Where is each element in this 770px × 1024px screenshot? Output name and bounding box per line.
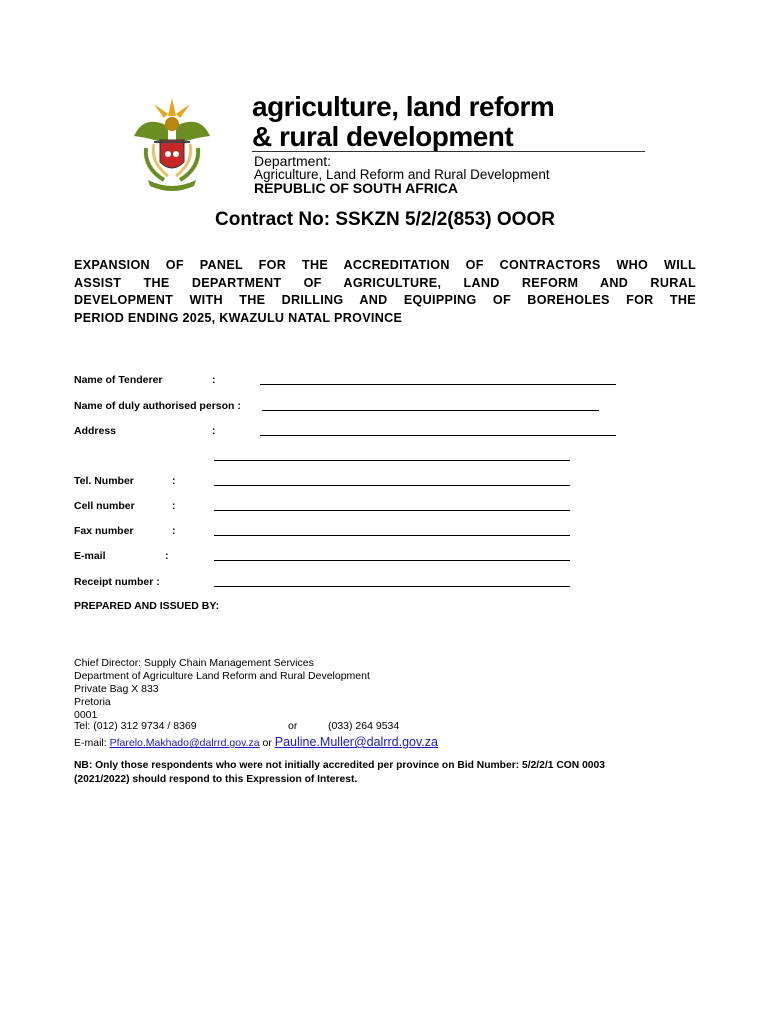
name-of-tenderer-field[interactable] (260, 384, 616, 385)
contact-or: or (288, 720, 298, 732)
heading-line: ASSIST THE DEPARTMENT OF AGRICULTURE, LAND REFORM AND RURAL (74, 275, 696, 290)
authorised-person-field[interactable] (262, 410, 599, 411)
address-field-line2[interactable] (214, 460, 570, 461)
colon: : (165, 550, 169, 562)
contact-email-label: E-mail: (74, 737, 107, 749)
name-of-tenderer-label: Name of Tenderer (74, 374, 163, 386)
receipt-number-field[interactable] (214, 586, 570, 587)
colon: : (172, 500, 176, 512)
department-label: Department: (254, 153, 332, 169)
contact-title: Chief Director: Supply Chain Management Services (74, 657, 314, 669)
tender-heading (74, 257, 696, 327)
logo-text-line2: & rural development (252, 121, 514, 152)
contact-email-row (74, 735, 438, 749)
nb-note (74, 759, 714, 787)
contact-tel: Tel: (012) 312 9734 / 8369 (74, 720, 197, 732)
country-name: REPUBLIC OF SOUTH AFRICA (254, 180, 459, 196)
email-link-muller[interactable]: Pauline.Muller@dalrrd.gov.za (274, 735, 438, 749)
colon: : (172, 525, 176, 537)
receipt-number-label: Receipt number : (74, 576, 160, 588)
contact-email-or: or (262, 737, 272, 749)
logo-text-line1: agriculture, land reform (252, 91, 555, 122)
colon: : (172, 475, 176, 487)
contact-city: Pretoria (74, 696, 111, 708)
fax-number-label: Fax number (74, 525, 134, 537)
nb-line: (2021/2022) should respond to this Expression of Interest. (74, 774, 358, 785)
heading-line: EXPANSION OF PANEL FOR THE ACCREDITATION OF CONTRACTORS WHO WILL (74, 258, 696, 272)
contact-tel-alt: (033) 264 9534 (328, 720, 400, 732)
colon: : (212, 425, 216, 437)
tel-number-field[interactable] (214, 485, 570, 486)
authorised-person-label: Name of duly authorised person : (74, 400, 241, 412)
email-link-makhado[interactable]: Pfarelo.Makhado@dalrrd.gov.za (109, 737, 260, 749)
department-name: Agriculture, Land Reform and Rural Development (254, 167, 550, 182)
contact-postal-code: 0001 (74, 709, 98, 721)
contract-title: Contract No: SSKZN 5/2/2(853) OOOR (215, 209, 555, 230)
colon: : (212, 374, 216, 386)
address-field[interactable] (260, 435, 616, 436)
contact-department: Department of Agriculture Land Reform and Rural Development (74, 670, 370, 682)
fax-number-field[interactable] (214, 535, 570, 536)
nb-line: NB: Only those respondents who were not initially accredited per province on Bid Number: 5/2/2/1 CON 0003 (74, 760, 605, 771)
heading-line: PERIOD ENDING 2025, KWAZULU NATAL PROVINCE (74, 310, 403, 325)
address-label: Address (74, 425, 117, 437)
contact-postal-box: Private Bag X 833 (74, 683, 159, 695)
coat-of-arms-logo (124, 96, 220, 192)
cell-number-label: Cell number (74, 500, 135, 512)
email-field[interactable] (214, 560, 570, 561)
prepared-issued-by-heading: PREPARED AND ISSUED BY: (74, 600, 220, 612)
email-label: E-mail (74, 550, 106, 562)
heading-line: DEVELOPMENT WITH THE DRILLING AND EQUIPPING OF BOREHOLES FOR THE (74, 293, 696, 307)
tel-number-label: Tel. Number (74, 475, 134, 487)
header-divider (252, 151, 645, 152)
cell-number-field[interactable] (214, 510, 570, 511)
